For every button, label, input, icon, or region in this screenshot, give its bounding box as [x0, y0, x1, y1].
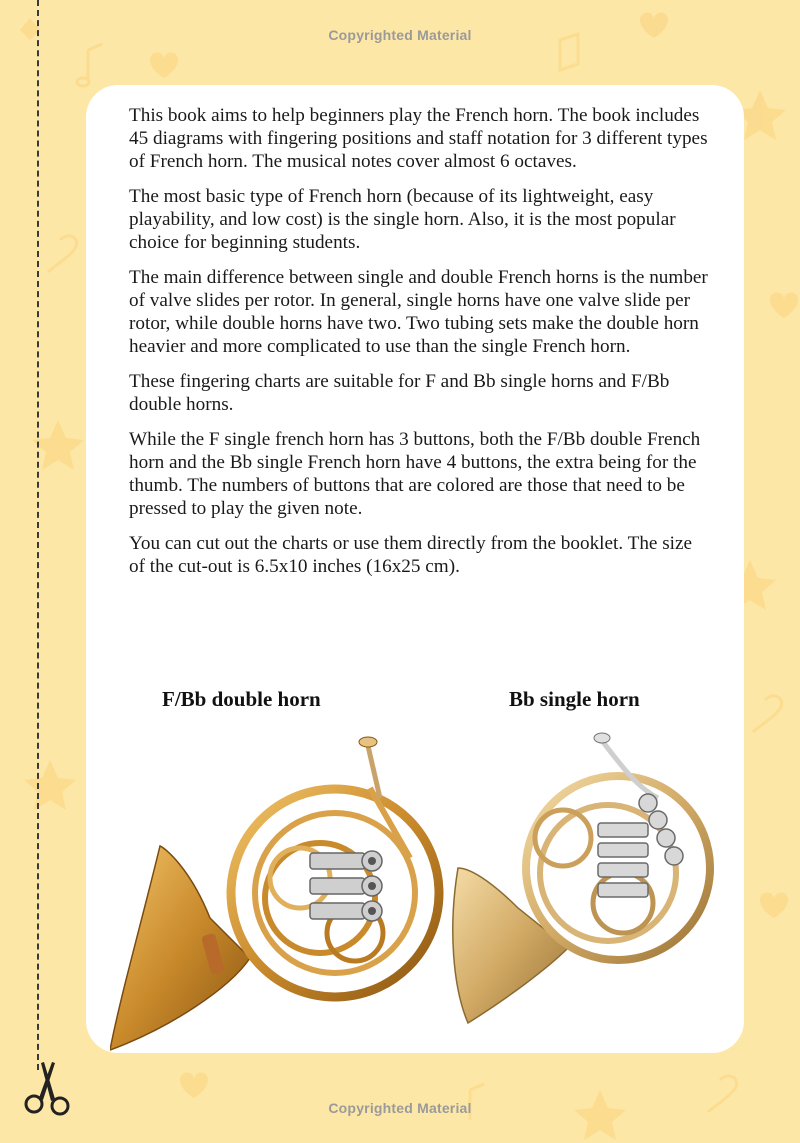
double-horn-label: F/Bb double horn [162, 687, 321, 711]
cut-guide-dashed-line [37, 0, 39, 1070]
copyright-watermark-top: Copyrighted Material [328, 27, 472, 43]
intro-paragraph: While the F single french horn has 3 buttons, both the F/Bb double French horn and the Bb single French horn have 4 buttons, the extra being for the thumb. The numbers of buttons that are colored are those that need to be pressed to play the given note. [129, 429, 701, 519]
intro-paragraph: You can cut out the charts or use them directly from the booklet. The size of the cut-out is 6.5x10 inches (16x25 cm). [129, 533, 693, 577]
double-horn-image [110, 728, 460, 1058]
intro-text [129, 104, 709, 590]
intro-paragraph: The most basic type of French horn (because of its lightweight, easy playability, and low cost) is the single horn. Also, it is the most popular choice for beginning students. [129, 186, 676, 253]
copyright-watermark-bottom: Copyrighted Material [328, 1100, 472, 1116]
single-horn-label: Bb single horn [509, 687, 640, 711]
single-horn-image [448, 728, 728, 1028]
intro-paragraph: The main difference between single and double French horns is the number of valve slides per rotor. In general, single horns have one valve slide per rotor, while double horns have two. Two tubing sets make the double horn heavier and more complicated to use than the single French horn. [129, 267, 708, 357]
intro-paragraph: These fingering charts are suitable for F and Bb single horns and F/Bb double horns. [129, 371, 670, 415]
intro-paragraph: This book aims to help beginners play the French horn. The book includes 45 diagrams with fingering positions and staff notation for 3 different types of French horn. The musical notes cover almost 6 octaves. [129, 105, 708, 172]
